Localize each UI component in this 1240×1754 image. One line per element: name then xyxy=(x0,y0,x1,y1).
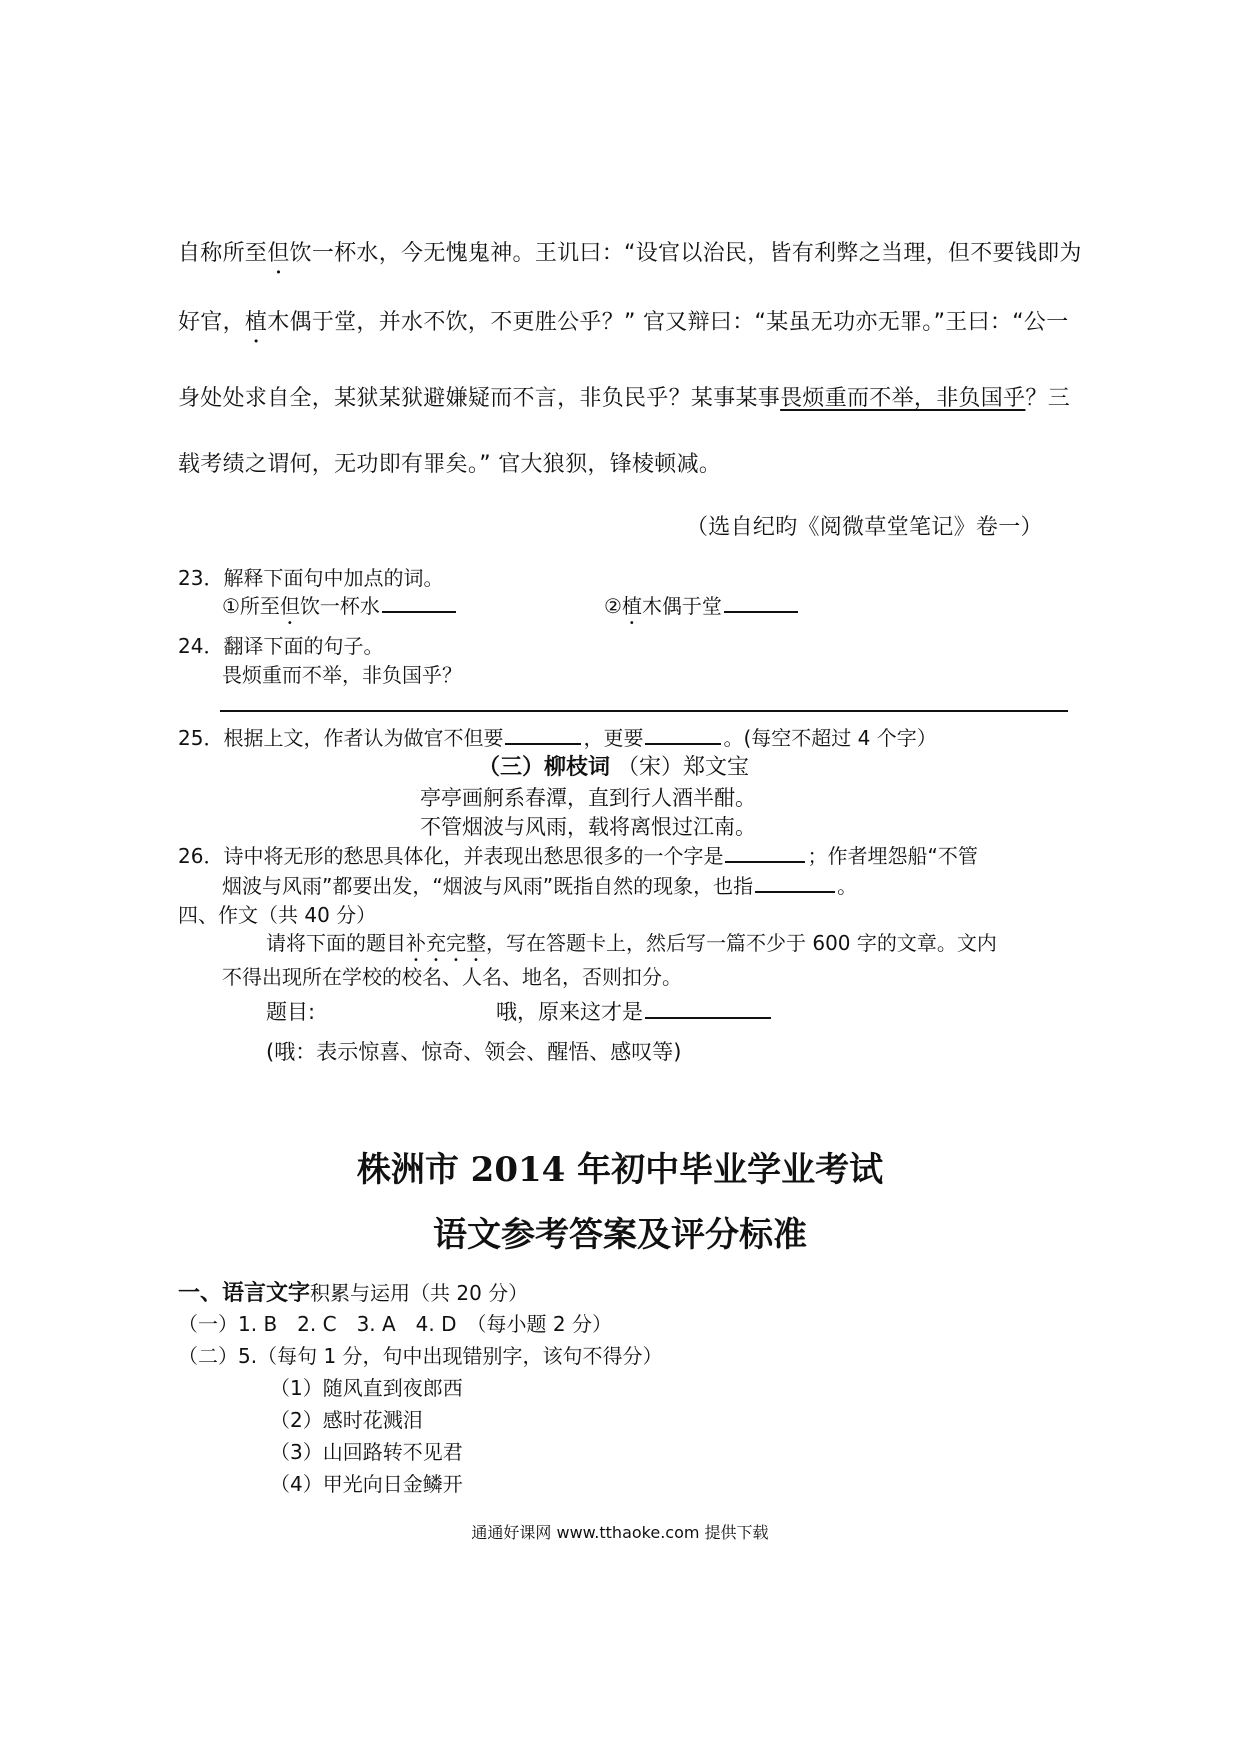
dotted-word: 植 xyxy=(244,310,268,335)
passage-source: （选自纪昀《阅微草堂笔记》卷一） xyxy=(686,515,1043,540)
question-23-item-1: ①所至但饮一杯水 xyxy=(222,590,458,629)
passage-line-3: 身处处求自全，某狱某狱避嫌疑而不言，非负民乎？某事某事畏烦重而不举，非负国乎？三 xyxy=(178,386,1071,411)
answer-item: （3）山回路转不见君 xyxy=(270,1440,463,1464)
answer-item: （2）感时花溅泪 xyxy=(270,1408,423,1432)
passage-line-1: 自称所至但饮一杯水，今无愧鬼神。王讥曰：“设官以治民，皆有利弊之当理，但不要钱即为 xyxy=(178,241,1082,266)
answer-blank[interactable] xyxy=(505,725,581,745)
footer-text: 通通好课网 www.tthaoke.com 提供下载 xyxy=(471,1523,769,1542)
poem-title: （三）柳枝词 xyxy=(478,755,611,780)
composition-topic-label: 题目: xyxy=(266,1000,316,1024)
question-23-stem: 23．解释下面句中加点的词。 xyxy=(178,566,444,590)
answer-blank[interactable] xyxy=(382,593,456,613)
question-24-stem: 24．翻译下面的句子。 xyxy=(178,634,384,658)
dotted-phrase: 补充完整 xyxy=(406,931,486,955)
passage-line-4: 载考绩之谓何，无功即有罪矣。” 官大狼狈，锋棱顿减。 xyxy=(178,452,722,477)
question-26-line-1: 26．诗中将无形的愁思具体化，并表现出愁思很多的一个字是 ；作者埋怨船“不管 xyxy=(178,844,978,868)
answer-part-1: （一）1. B 2. C 3. A 4. D （每小题 2 分） xyxy=(178,1312,612,1336)
question-26-line-2: 烟波与风雨”都要出发，“烟波与风雨”既指自然的现象，也指 。 xyxy=(222,874,858,898)
dotted-word: 但 xyxy=(267,241,290,266)
question-25: 25．根据上文，作者认为做官不但要 ，更要 。(每空不超过 4 个字） xyxy=(178,726,937,750)
answer-item: （4）甲光向日金鳞开 xyxy=(270,1472,463,1496)
answer-section-1: 一、语言文字积累与运用（共 20 分） xyxy=(178,1281,529,1306)
composition-note: (哦：表示惊喜、惊奇、领会、醒悟、感叹等) xyxy=(266,1040,682,1064)
poem-heading xyxy=(478,750,749,781)
topic-blank[interactable] xyxy=(645,999,771,1019)
composition-instruction-2: 不得出现所在学校的校名、人名、地名，否则扣分。 xyxy=(222,965,682,989)
underlined-sentence: 畏烦重而不举，非负国乎 xyxy=(780,386,1026,411)
dotted-word: 植 xyxy=(621,594,642,618)
composition-topic: 哦，原来这才是 xyxy=(496,996,773,1026)
question-23-item-2: ②植木偶于堂 xyxy=(604,590,800,629)
answer-line[interactable] xyxy=(220,710,1068,712)
passage-line-2: 好官，植木偶于堂，并水不饮，不更胜公乎？” 官又辩曰：“某虽无功亦无罪。”王曰：“公一 xyxy=(178,310,1069,335)
question-24-sentence: 畏烦重而不举，非负国乎？ xyxy=(222,663,462,687)
answer-blank[interactable] xyxy=(725,843,805,863)
answer-title-1: 株洲市 2014 年初中毕业学业考试 xyxy=(356,1150,884,1190)
poem-author: （宋）郑文宝 xyxy=(617,755,750,780)
answer-item: （1）随风直到夜郎西 xyxy=(270,1376,463,1400)
poem-line-2: 不管烟波与风雨，载将离恨过江南。 xyxy=(420,815,756,839)
composition-heading: 四、作文（共 40 分） xyxy=(178,903,377,927)
poem-line-1: 亭亭画舸系春潭，直到行人酒半酣。 xyxy=(420,786,756,810)
answer-part-2: （二）5.（每句 1 分，句中出现错别字，该句不得分） xyxy=(178,1344,663,1368)
answer-title-2: 语文参考答案及评分标准 xyxy=(433,1215,807,1255)
answer-blank[interactable] xyxy=(724,593,798,613)
composition-instruction-1: 请将下面的题目补充完整，写在答题卡上，然后写一篇不少于 600 字的文章。文内 xyxy=(266,931,997,955)
answer-blank[interactable] xyxy=(755,873,835,893)
dotted-word: 但 xyxy=(279,594,300,618)
answer-blank[interactable] xyxy=(645,725,721,745)
